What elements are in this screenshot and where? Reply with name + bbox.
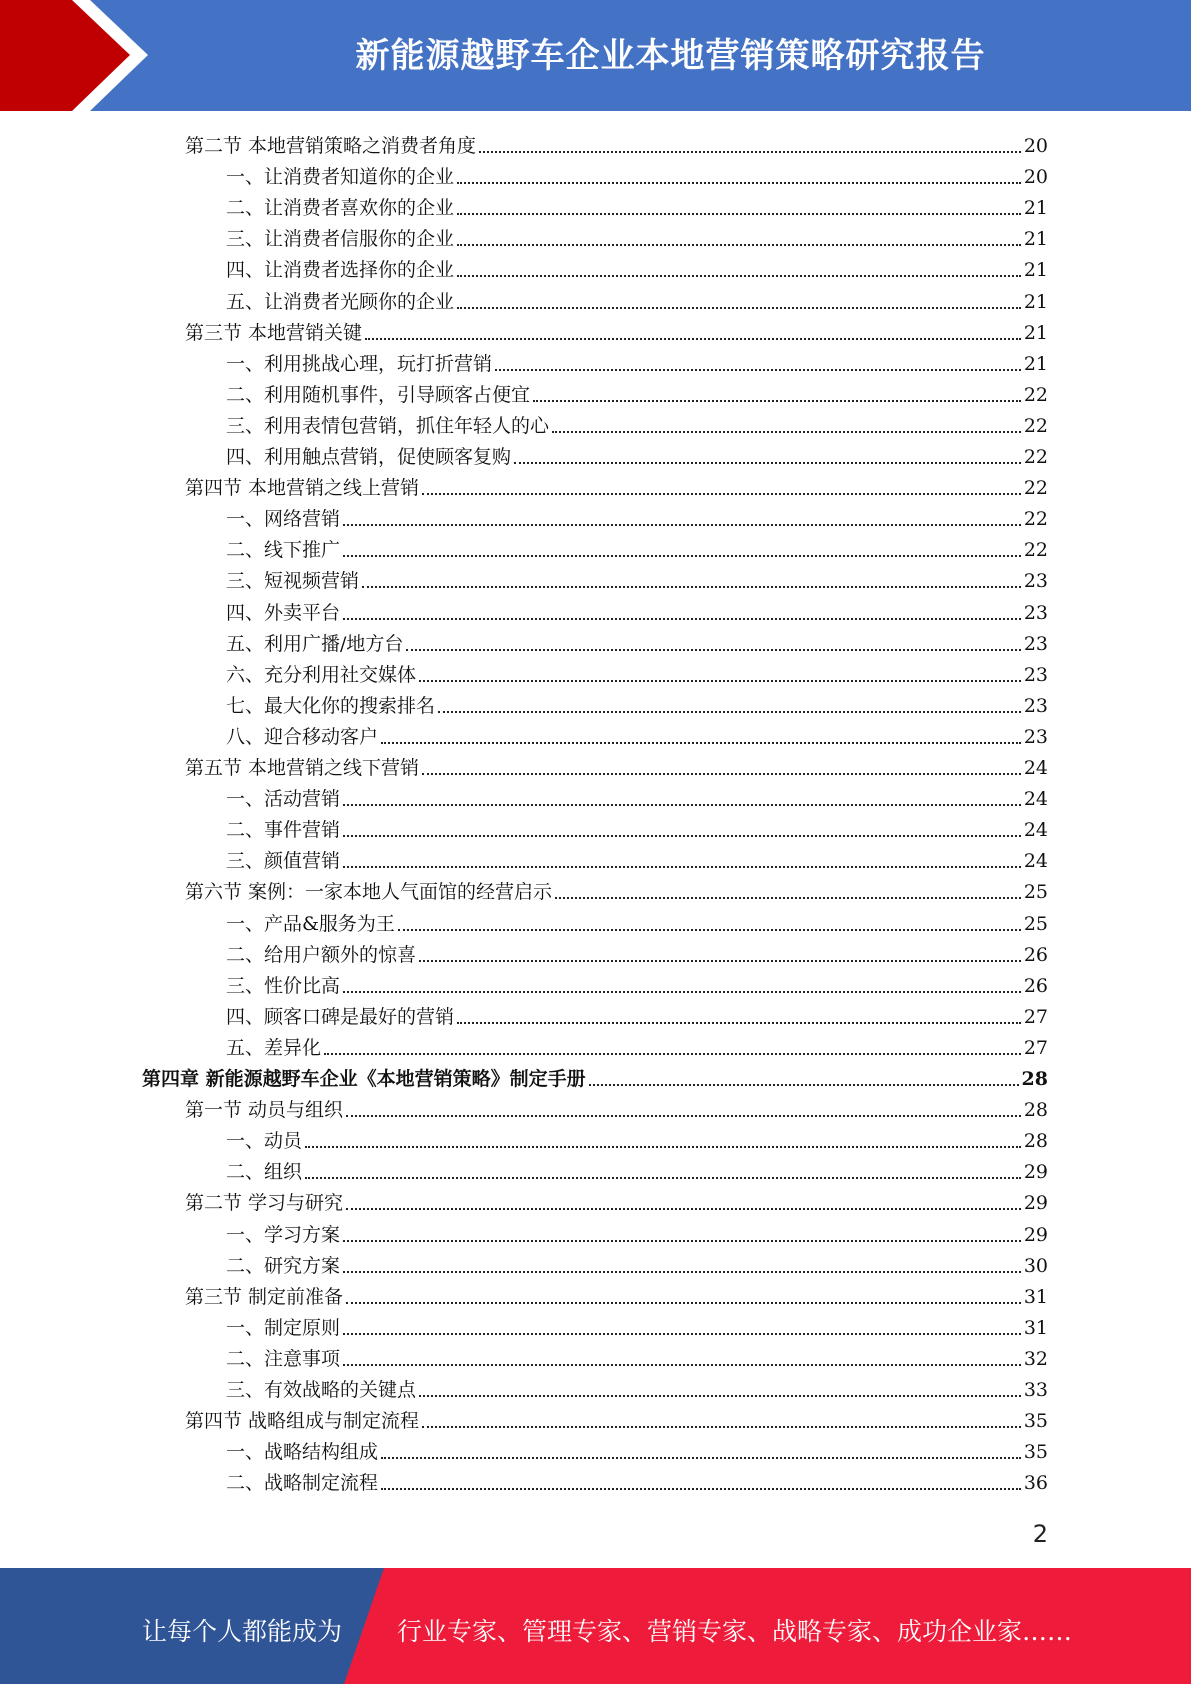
toc-subsection-entry[interactable] xyxy=(226,656,1048,687)
toc-entry-title: 三、利用表情包营销，抓住年轻人的心 xyxy=(226,414,550,437)
document-title: 新能源越野车企业本地营销策略研究报告 xyxy=(355,36,986,76)
toc-entry-title: 二、事件营销 xyxy=(226,819,341,842)
toc-subsection-entry[interactable] xyxy=(226,780,1048,811)
toc-dot-leader xyxy=(406,649,1020,651)
toc-entry-title: 三、让消费者信服你的企业 xyxy=(226,228,455,251)
toc-entry-page: 21 xyxy=(1023,290,1048,313)
toc-subsection-entry[interactable] xyxy=(226,625,1048,656)
toc-entry-page: 24 xyxy=(1023,819,1048,842)
toc-dot-leader xyxy=(324,1053,1021,1055)
toc-subsection-entry[interactable] xyxy=(226,687,1048,718)
toc-dot-leader xyxy=(419,1395,1021,1397)
toc-entry-title: 二、给用户额外的惊喜 xyxy=(226,943,417,966)
toc-entry-page: 25 xyxy=(1023,881,1048,904)
toc-entry-title: 第一节 动员与组织 xyxy=(185,1099,344,1122)
toc-entry-title: 一、让消费者知道你的企业 xyxy=(226,166,455,189)
toc-entry-title: 三、短视频营销 xyxy=(226,570,360,593)
footer-slogan-right: 行业专家、管理专家、营销专家、战略专家、成功企业家…… xyxy=(397,1617,1073,1646)
toc-subsection-entry[interactable] xyxy=(226,1247,1048,1278)
page-footer xyxy=(0,1568,1191,1684)
toc-dot-leader xyxy=(343,1364,1021,1366)
toc-entry-page: 36 xyxy=(1023,1472,1048,1495)
toc-entry-title: 五、让消费者光顾你的企业 xyxy=(226,290,455,313)
toc-entry-title: 五、差异化 xyxy=(226,1036,322,1059)
toc-section-entry[interactable] xyxy=(185,1278,1048,1309)
toc-entry-title: 第二节 学习与研究 xyxy=(185,1192,344,1215)
toc-subsection-entry[interactable] xyxy=(226,1340,1048,1371)
toc-entry-title: 三、颜值营销 xyxy=(226,850,341,873)
toc-entry-page: 21 xyxy=(1023,228,1048,251)
toc-dot-leader xyxy=(533,400,1021,402)
toc-dot-leader xyxy=(343,991,1021,993)
toc-entry-page: 29 xyxy=(1023,1161,1048,1184)
toc-subsection-entry[interactable] xyxy=(226,500,1048,531)
toc-subsection-entry[interactable] xyxy=(226,438,1048,469)
toc-entry-page: 33 xyxy=(1023,1379,1048,1401)
toc-entry-page: 22 xyxy=(1023,477,1048,500)
toc-dot-leader xyxy=(438,711,1021,713)
toc-entry-title: 二、战略制定流程 xyxy=(226,1472,379,1495)
toc-dot-leader xyxy=(343,1240,1021,1242)
toc-entry-page: 31 xyxy=(1023,1316,1048,1339)
toc-dot-leader xyxy=(305,1177,1021,1179)
toc-dot-leader xyxy=(457,275,1021,277)
toc-subsection-entry[interactable] xyxy=(226,376,1048,407)
toc-entry-title: 四、外卖平台 xyxy=(226,601,341,624)
toc-dot-leader xyxy=(457,244,1021,246)
toc-entry-title: 一、活动营销 xyxy=(226,788,341,811)
toc-entry-title: 二、线下推广 xyxy=(226,539,341,562)
toc-dot-leader xyxy=(398,929,1021,931)
toc-dot-leader xyxy=(381,1457,1021,1459)
toc-entry-title: 八、迎合移动客户 xyxy=(226,725,379,748)
toc-dot-leader xyxy=(457,213,1021,215)
toc-entry-page: 30 xyxy=(1023,1254,1048,1277)
toc-chapter-entry[interactable] xyxy=(142,1060,1048,1091)
toc-entry-page: 21 xyxy=(1023,259,1048,282)
toc-section-entry[interactable] xyxy=(185,127,1048,158)
toc-dot-leader xyxy=(346,1208,1021,1210)
toc-entry-title: 二、注意事项 xyxy=(226,1347,341,1370)
toc-dot-leader xyxy=(381,742,1021,744)
toc-entry-title: 第二节 本地营销策略之消费者角度 xyxy=(185,135,477,157)
toc-entry-title: 一、产品&服务为王 xyxy=(226,912,395,935)
toc-entry-title: 一、战略结构组成 xyxy=(226,1441,379,1464)
toc-subsection-entry[interactable] xyxy=(226,220,1048,251)
toc-dot-leader xyxy=(457,307,1021,309)
toc-entry-title: 二、组织 xyxy=(226,1161,303,1184)
toc-dot-leader xyxy=(479,151,1021,153)
toc-entry-page: 35 xyxy=(1023,1410,1048,1433)
toc-entry-page: 20 xyxy=(1023,135,1048,157)
toc-dot-leader xyxy=(555,897,1021,899)
toc-entry-title: 第五节 本地营销之线下营销 xyxy=(185,757,420,779)
toc-subsection-entry[interactable] xyxy=(226,189,1048,220)
page-header xyxy=(0,0,1191,111)
toc-dot-leader xyxy=(495,369,1021,371)
toc-dot-leader xyxy=(514,462,1021,464)
toc-entry-page: 31 xyxy=(1023,1285,1048,1308)
toc-section-entry[interactable] xyxy=(185,1184,1048,1215)
toc-entry-page: 35 xyxy=(1023,1441,1048,1464)
toc-dot-leader xyxy=(589,1084,1019,1086)
toc-section-entry[interactable] xyxy=(185,469,1048,500)
toc-subsection-entry[interactable] xyxy=(226,531,1048,562)
toc-entry-page: 23 xyxy=(1023,632,1048,655)
toc-subsection-entry[interactable] xyxy=(226,1029,1048,1060)
toc-subsection-entry[interactable] xyxy=(226,905,1048,936)
toc-dot-leader xyxy=(343,618,1021,620)
toc-dot-leader xyxy=(422,773,1021,775)
toc-subsection-entry[interactable] xyxy=(226,1371,1048,1402)
toc-dot-leader xyxy=(381,1488,1021,1490)
toc-entry-title: 第四章 新能源越野车企业《本地营销策略》制定手册 xyxy=(142,1068,586,1090)
toc-entry-page: 27 xyxy=(1023,1036,1048,1059)
toc-entry-title: 一、利用挑战心理，玩打折营销 xyxy=(226,352,493,375)
toc-subsection-entry[interactable] xyxy=(226,967,1048,998)
toc-entry-page: 28 xyxy=(1023,1099,1048,1122)
toc-entry-title: 第三节 制定前准备 xyxy=(185,1285,344,1308)
toc-entry-page: 22 xyxy=(1023,539,1048,562)
toc-subsection-entry[interactable] xyxy=(226,562,1048,593)
toc-subsection-entry[interactable] xyxy=(226,936,1048,967)
toc-dot-leader xyxy=(343,524,1021,526)
toc-subsection-entry[interactable] xyxy=(226,811,1048,842)
toc-entry-page: 28 xyxy=(1023,1130,1048,1153)
toc-entry-page: 24 xyxy=(1023,788,1048,811)
toc-dot-leader xyxy=(422,493,1021,495)
toc-entry-title: 第三节 本地营销关键 xyxy=(185,321,363,344)
toc-entry-title: 第六节 案例：一家本地人气面馆的经营启示 xyxy=(185,881,553,904)
toc-subsection-entry[interactable] xyxy=(226,998,1048,1029)
toc-entry-page: 29 xyxy=(1023,1192,1048,1215)
toc-section-entry[interactable] xyxy=(185,1402,1048,1433)
toc-dot-leader xyxy=(346,1115,1021,1117)
toc-subsection-entry[interactable] xyxy=(226,345,1048,376)
toc-entry-page: 21 xyxy=(1023,197,1048,220)
toc-dot-leader xyxy=(305,1146,1021,1148)
toc-entry-page: 22 xyxy=(1023,414,1048,437)
toc-entry-title: 二、让消费者喜欢你的企业 xyxy=(226,197,455,220)
toc-subsection-entry[interactable] xyxy=(226,251,1048,282)
toc-entry-title: 四、顾客口碑是最好的营销 xyxy=(226,1005,455,1028)
toc-subsection-entry[interactable] xyxy=(226,1433,1048,1464)
toc-entry-page: 27 xyxy=(1023,1005,1048,1028)
toc-subsection-entry[interactable] xyxy=(226,1216,1048,1247)
toc-entry-page: 23 xyxy=(1023,570,1048,593)
footer-slogan-left: 让每个人都能成为 xyxy=(142,1617,343,1646)
toc-subsection-entry[interactable] xyxy=(226,158,1048,189)
toc-subsection-entry[interactable] xyxy=(226,407,1048,438)
toc-subsection-entry[interactable] xyxy=(226,1309,1048,1340)
toc-entry-title: 第四节 战略组成与制定流程 xyxy=(185,1410,420,1433)
toc-entry-page: 23 xyxy=(1023,663,1048,686)
toc-entry-page: 21 xyxy=(1023,352,1048,375)
toc-entry-title: 第四节 本地营销之线上营销 xyxy=(185,477,420,500)
toc-entry-title: 一、网络营销 xyxy=(226,508,341,531)
toc-entry-page: 23 xyxy=(1023,694,1048,717)
toc-entry-title: 四、让消费者选择你的企业 xyxy=(226,259,455,282)
toc-section-entry[interactable] xyxy=(185,749,1048,780)
toc-dot-leader xyxy=(343,1271,1021,1273)
toc-entry-page: 21 xyxy=(1023,321,1048,344)
toc-dot-leader xyxy=(343,835,1021,837)
toc-entry-page: 22 xyxy=(1023,446,1048,468)
toc-entry-page: 20 xyxy=(1023,166,1048,189)
toc-dot-leader xyxy=(457,182,1021,184)
toc-dot-leader xyxy=(343,1333,1021,1335)
toc-entry-title: 三、性价比高 xyxy=(226,974,341,997)
toc-subsection-entry[interactable] xyxy=(226,842,1048,873)
toc-dot-leader xyxy=(457,1022,1021,1024)
toc-dot-leader xyxy=(346,1302,1021,1304)
toc-entry-page: 26 xyxy=(1023,974,1048,997)
toc-dot-leader xyxy=(552,431,1021,433)
toc-subsection-entry[interactable] xyxy=(226,1464,1048,1495)
toc-dot-leader xyxy=(365,338,1021,340)
toc-entry-title: 二、研究方案 xyxy=(226,1254,341,1277)
toc-dot-leader xyxy=(422,1426,1021,1428)
toc-entry-page: 25 xyxy=(1023,912,1048,935)
toc-subsection-entry[interactable] xyxy=(226,283,1048,314)
toc-entry-page: 32 xyxy=(1023,1347,1048,1370)
toc-subsection-entry[interactable] xyxy=(226,1122,1048,1153)
toc-entry-page: 23 xyxy=(1023,725,1048,748)
toc-subsection-entry[interactable] xyxy=(226,594,1048,625)
toc-section-entry[interactable] xyxy=(185,1091,1048,1122)
toc-entry-page: 26 xyxy=(1023,943,1048,966)
toc-entry-page: 22 xyxy=(1023,383,1048,406)
toc-subsection-entry[interactable] xyxy=(226,718,1048,749)
toc-entry-page: 28 xyxy=(1021,1068,1048,1090)
toc-dot-leader xyxy=(343,866,1021,868)
toc-entry-page: 29 xyxy=(1023,1223,1048,1246)
toc-entry-title: 七、最大化你的搜索排名 xyxy=(226,694,436,717)
toc-subsection-entry[interactable] xyxy=(226,1153,1048,1184)
toc-entry-page: 23 xyxy=(1023,601,1048,624)
toc-entry-title: 五、利用广播/地方台 xyxy=(226,632,404,655)
toc-dot-leader xyxy=(362,586,1021,588)
toc-entry-title: 一、动员 xyxy=(226,1130,303,1153)
toc-dot-leader xyxy=(343,804,1021,806)
toc-entry-page: 24 xyxy=(1023,757,1048,779)
toc-entry-title: 四、利用触点营销，促使顾客复购 xyxy=(226,446,512,468)
toc-dot-leader xyxy=(419,680,1021,682)
toc-section-entry[interactable] xyxy=(185,873,1048,904)
page-number: 2 xyxy=(1032,1520,1048,1548)
toc-entry-title: 一、制定原则 xyxy=(226,1316,341,1339)
toc-dot-leader xyxy=(419,960,1021,962)
toc-entry-title: 三、有效战略的关键点 xyxy=(226,1379,417,1401)
toc-entry-page: 22 xyxy=(1023,508,1048,531)
toc-entry-page: 24 xyxy=(1023,850,1048,873)
toc-entry-title: 一、学习方案 xyxy=(226,1223,341,1246)
toc-dot-leader xyxy=(343,555,1021,557)
toc-entry-title: 二、利用随机事件，引导顾客占便宜 xyxy=(226,383,531,406)
toc-entry-title: 六、充分利用社交媒体 xyxy=(226,663,417,686)
toc-section-entry[interactable] xyxy=(185,314,1048,345)
